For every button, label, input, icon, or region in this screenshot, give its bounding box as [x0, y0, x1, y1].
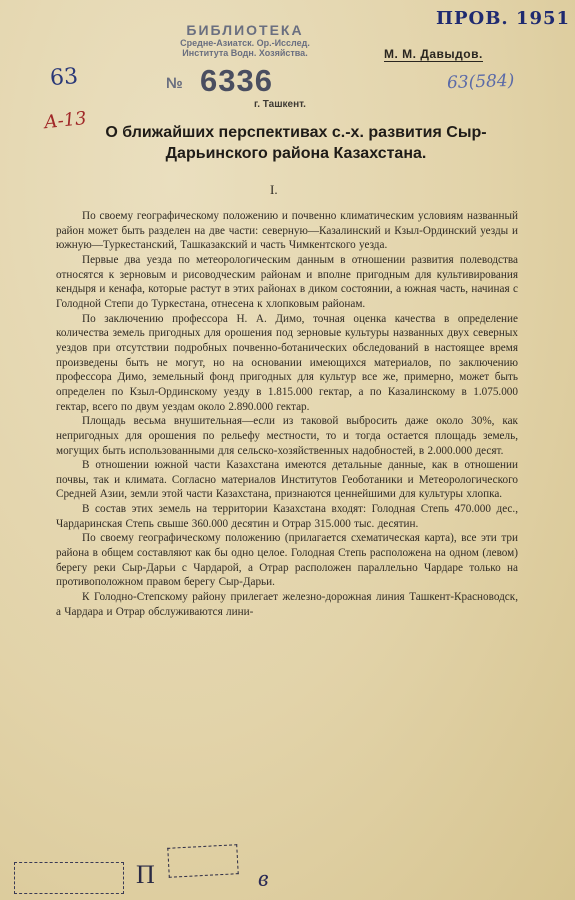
library-stamp [160, 22, 330, 110]
paragraph: По своему географическому положению и почвенно климатическим условиям названный район может быть разделен на две части: северную—Казалинский и Кзыл-Ординский уезды и южную—Туркестанский, Ташказакский и часть Чимкентского уезда. [56, 210, 518, 252]
handwritten-left-number: 63 [49, 64, 79, 91]
document-title: О ближайших перспективах с.-х. развития Сыр-Дарьинского района Казахстана. [105, 124, 487, 162]
paragraph: В состав этих земель на территории Казахстана входят: Голодная Степь 470.000 дес., Чардаринская Степь свыше 360.000 десятин и Отрар 315.000 тыс. десятин. [56, 503, 518, 530]
paragraph: Площадь весьма внушительная—если из таковой выбросить даже около 30%, как непригодных для орошения по рельефу местности, то и тогда остается площадь земель, могущих быть использованными для сельско-хозяйственных надобностей, в 2.000.000 десят. [56, 415, 518, 457]
handwritten-mark-p: П [136, 860, 155, 889]
paragraph: К Голодно-Степскому району прилегает железно-дорожная линия Ташкент-Красноводск, а Чардара и Отрар обслуживаются лини- [56, 591, 518, 618]
stamp-title: БИБЛИОТЕКА [186, 22, 304, 38]
dashed-stamp-box [167, 844, 238, 878]
stamp-line-1: Средне-Азиатск. Ор.-Исслед. [180, 38, 310, 49]
stamp-city: г. Ташкент. [254, 98, 306, 110]
stamp-line-2: Института Водн. Хозяйства. [182, 48, 308, 59]
author-name: М. М. Давыдов. [384, 47, 483, 61]
section-number: I. [270, 182, 278, 197]
handwritten-mark-v: в [258, 866, 269, 892]
stamp-number: 6336 [200, 62, 273, 98]
signature-box [14, 862, 124, 894]
stamp-number-row [160, 63, 330, 99]
handwritten-prov-note: ПРОВ. 1951 [436, 8, 571, 29]
handwritten-left-code: А-13 [43, 107, 88, 134]
document-body [56, 209, 518, 619]
stamp-number-sign: № [166, 74, 183, 92]
paragraph: В отношении южной части Казахстана имеются детальные данные, как в отношении почвы, так и климата. Согласно материалов Институтов Геоботаники и Метеорологического Средней Азии, земли этой части Казахстана, признаются ценнейшими для культуры хлопка. [56, 459, 518, 501]
handwritten-right-code: 63(584) [446, 70, 515, 94]
paragraph: Первые два уезда по метеорологическим данным в отношении развития полеводства относятся к зерновым и рисоводческим районам и вполне пригодным для культивирования кендыря и кенафа, которые растут в этих районах в диком состоянии, а южная часть, начиная с Голодной Степи до Туркестана, отнесена к хлопковым районам. [56, 253, 518, 310]
paragraph: По своему географическому положению (прилагается схематическая карта), все эти три района в общем составляют как бы одно целое. Голодная Степь расположена на одном (левом) берегу реки Сыр-Дарьи с Чардарой, а Отрар расположен параллельно Чардаре только на противоположном правом берегу Сыр-Дарьи. [56, 532, 518, 589]
paragraph: По заключению профессора Н. А. Димо, точная оценка качества в определение количества земель пригодных для орошения под зерновые культуры названных двух северных уездов при отсутствии подробных почвенно-ботанических обследований в настоящее время произведены быть не могут, но на основании имеющихся материалов, по заключению профессора Димо, земельный фонд пригодных для культур все же, примерно, может быть определен по Кзыл-Ординскому уезду в 1.815.000 гектар, а по Казалинскому в 1.075.000 гектар, всего по двум уездам около 2.890.000 гектар. [56, 312, 518, 413]
